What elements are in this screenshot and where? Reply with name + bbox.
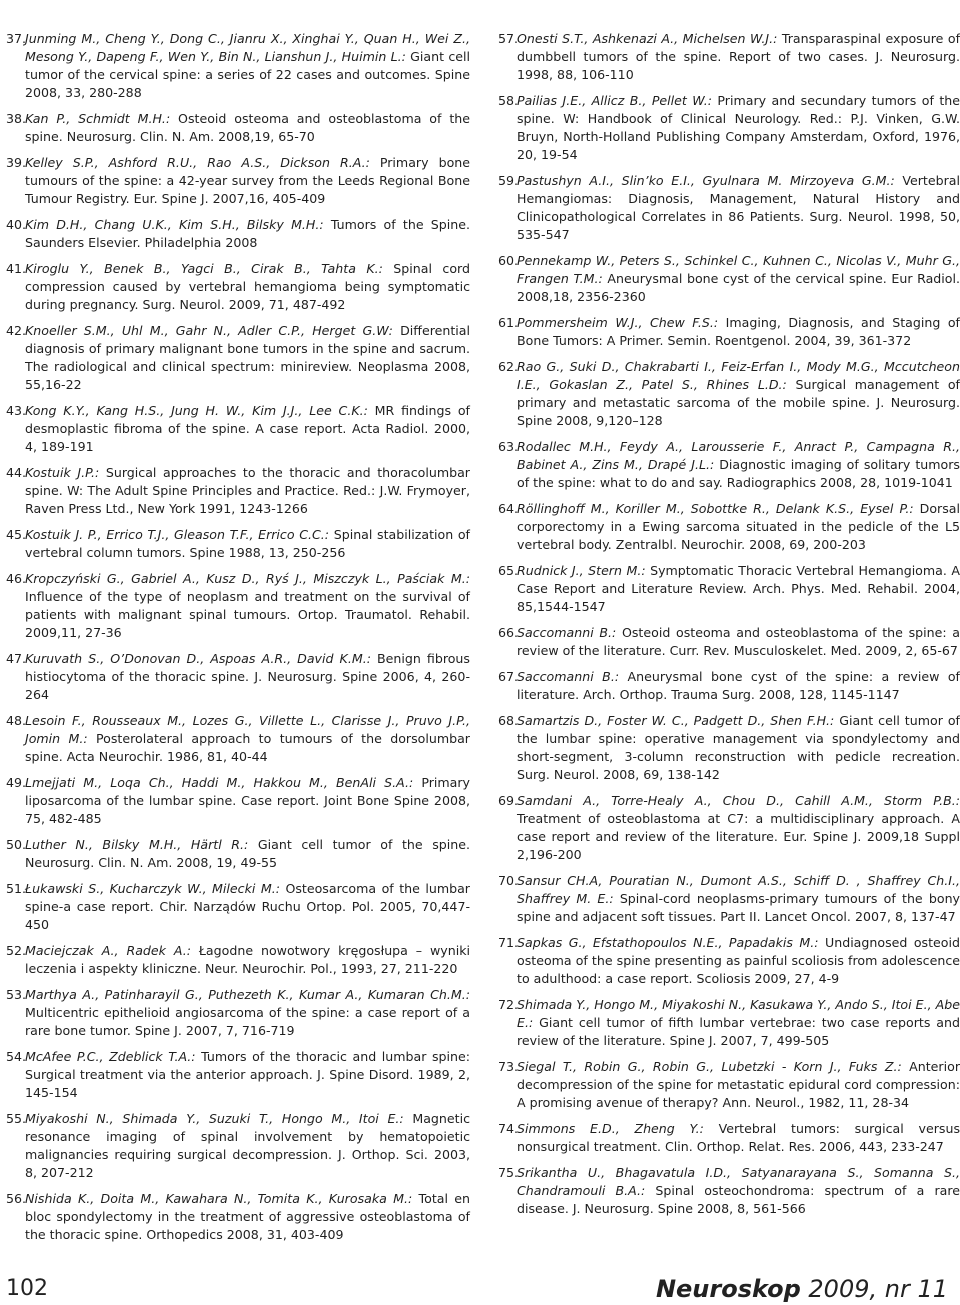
reference-item xyxy=(498,668,960,704)
reference-text: Tumors of the Spine. Saunders Elsevier. Philadelphia 2008 xyxy=(25,217,470,250)
reference-authors: Simmons E.D., Zheng Y.: xyxy=(517,1121,704,1136)
reference-number: 70. xyxy=(498,873,519,888)
reference-number: 69. xyxy=(498,793,519,808)
reference-text: Differential diagnosis of primary malignant bone tumors in the spine and sacrum. The radiological and clinical spectrum: minireview. Neoplasma 2008, 55,16-22 xyxy=(25,323,470,392)
reference-item xyxy=(6,30,470,102)
reference-number: 60. xyxy=(498,253,519,268)
reference-number: 63. xyxy=(498,439,519,454)
reference-authors: Knoeller S.M., Uhl M., Gahr N., Adler C.P., Herget G.W: xyxy=(25,323,393,338)
reference-item xyxy=(6,880,470,934)
reference-text: Treatment of osteoblastoma at C7: a multidisciplinary approach. A case report and review of the literature. Eur. Spine J. 2009,18 Suppl 2,196-200 xyxy=(517,811,960,862)
reference-item xyxy=(6,154,470,208)
reference-number: 44. xyxy=(6,465,27,480)
reference-item xyxy=(498,314,960,350)
reference-number: 45. xyxy=(6,527,27,542)
reference-authors: Pastushyn A.I., Slin’ko E.I., Gyulnara M. Mirzoyeva G.M.: xyxy=(517,173,895,188)
reference-number: 57. xyxy=(498,31,519,46)
reference-authors: Shimada Y., Hongo M., Miyakoshi N., Kasukawa Y., Ando S., Itoi E., Abe E.: xyxy=(517,997,960,1030)
reference-item xyxy=(498,562,960,616)
reference-number: 41. xyxy=(6,261,27,276)
reference-number: 49. xyxy=(6,775,27,790)
reference-text: Giant cell tumor of fifth lumbar vertebrae: two case reports and review of the literature. Spine J. 2007, 7, 499-505 xyxy=(517,1015,960,1048)
reference-number: 72. xyxy=(498,997,519,1012)
reference-number: 38. xyxy=(6,111,27,126)
reference-text: Posterolateral approach to tumours of the dorsolumbar spine. Acta Neurochir. 1986, 81, 40-44 xyxy=(25,731,470,764)
reference-text: Symptomatic Thoracic Vertebral Hemangioma. A Case Report and Literature Review. Arch. Phys. Med. Rehabil. 2004, 85,1544-1547 xyxy=(517,563,960,614)
reference-number: 73. xyxy=(498,1059,519,1074)
reference-item xyxy=(498,252,960,306)
references-right-column xyxy=(498,30,960,1226)
reference-number: 48. xyxy=(6,713,27,728)
reference-authors: Kan P., Schmidt M.H.: xyxy=(25,111,171,126)
reference-text: Benign fibrous histiocytoma of the thoracic spine. J. Neurosurg. Spine 2006, 4, 260-264 xyxy=(25,651,470,702)
reference-text: MR findings of desmoplastic fibroma of the spine. A case report. Acta Radiol. 2000, 4, 189-191 xyxy=(25,403,470,454)
reference-authors: Pennekamp W., Peters S., Schinkel C., Kuhnen C., Nicolas V., Muhr G., Frangen T.M.: xyxy=(517,253,960,286)
reference-authors: Nishida K., Doita M., Kawahara N., Tomita K., Kurosaka M.: xyxy=(25,1191,413,1206)
reference-item xyxy=(498,1164,960,1218)
reference-number: 55. xyxy=(6,1111,27,1126)
reference-item xyxy=(498,792,960,864)
reference-authors: Junming M., Cheng Y., Dong C., Jianru X., Xinghai Y., Quan H., Wei Z., Mesong Y., Dapeng F., Wen Y., Bin N., Lianshun J., Huimin L.: xyxy=(25,31,470,64)
reference-item xyxy=(498,92,960,164)
reference-item xyxy=(6,526,470,562)
reference-number: 46. xyxy=(6,571,27,586)
reference-text: Anterior decompression of the spine for metastatic epidural cord compression: A promising avenue of therapy? Ann. Neurol., 1982, 11, 28-34 xyxy=(517,1059,960,1110)
reference-item xyxy=(498,438,960,492)
page-number: 102 xyxy=(6,1276,48,1301)
reference-number: 64. xyxy=(498,501,519,516)
reference-text: Vertebral tumors: surgical versus nonsurgical treatment. Clin. Orthop. Relat. Res. 2006, 443, 233-247 xyxy=(517,1121,960,1154)
reference-number: 61. xyxy=(498,315,519,330)
reference-text: Osteoid osteoma and osteoblastoma of the spine. Neurosurg. Clin. N. Am. 2008,19, 65-70 xyxy=(25,111,470,144)
reference-number: 53. xyxy=(6,987,27,1002)
reference-authors: Kim D.H., Chang U.K., Kim S.H., Bilsky M.H.: xyxy=(25,217,324,232)
reference-item xyxy=(498,1058,960,1112)
reference-item xyxy=(6,260,470,314)
reference-authors: Pailias J.E., Allicz B., Pellet W.: xyxy=(517,93,712,108)
reference-number: 56. xyxy=(6,1191,27,1206)
reference-item xyxy=(6,836,470,872)
reference-authors: Miyakoshi N., Shimada Y., Suzuki T., Hongo M., Itoi E.: xyxy=(25,1111,404,1126)
reference-item xyxy=(6,216,470,252)
reference-item xyxy=(6,942,470,978)
reference-item xyxy=(6,570,470,642)
reference-item xyxy=(6,712,470,766)
reference-number: 40. xyxy=(6,217,27,232)
reference-item xyxy=(6,774,470,828)
reference-authors: Samdani A., Torre-Healy A., Chou D., Cahill A.M., Storm P.B.: xyxy=(517,793,960,808)
reference-authors: Rao G., Suki D., Chakrabarti I., Feiz-Erfan I., Mody M.G., Mccutcheon I.E., Gokaslan Z., Patel S., Rhines L.D.: xyxy=(517,359,960,392)
reference-authors: Łukawski S., Kucharczyk W., Milecki M.: xyxy=(25,881,280,896)
reference-text: Imaging, Diagnosis, and Staging of Bone Tumors: A Primer. Semin. Roentgenol. 2004, 39, 361-372 xyxy=(517,315,960,348)
reference-authors: Marthya A., Patinharayil G., Puthezeth K., Kumar A., Kumaran Ch.M.: xyxy=(25,987,470,1002)
reference-text: Aneurysmal bone cyst of the cervical spine. Eur Radiol. 2008,18, 2356-2360 xyxy=(517,271,960,304)
reference-authors: Kostuik J. P., Errico T.J., Gleason T.F., Errico C.C.: xyxy=(25,527,330,542)
reference-item xyxy=(498,358,960,430)
reference-authors: Kropczyński G., Gabriel A., Kusz D., Ryś J., Miszczyk L., Paściak M.: xyxy=(25,571,470,586)
reference-text: Primary and secundary tumors of the spine. W: Handbook of Clinical Neurology. Red.: P.J. Vinken, G.W. Bruyn, North-Holland Publishing Company Amsterdam, Oxford, 1976, 20, 19-54 xyxy=(517,93,960,162)
reference-item xyxy=(6,322,470,394)
reference-authors: Kong K.Y., Kang H.S., Jung H. W., Kim J.J., Lee C.K.: xyxy=(25,403,368,418)
reference-authors: Kelley S.P., Ashford R.U., Rao A.S., Dickson R.A.: xyxy=(25,155,370,170)
reference-text: Vertebral Hemangiomas: Diagnosis, Management, Natural History and Clinicopathological Correlates in 86 Patients. Surg. Neurol. 1998, 50, 535-547 xyxy=(517,173,960,242)
page-footer xyxy=(6,1272,948,1302)
reference-number: 43. xyxy=(6,403,27,418)
reference-text: Giant cell tumor of the cervical spine: a series of 22 cases and outcomes. Spine 2008, 33, 280-288 xyxy=(25,49,470,100)
reference-authors: Maciejczak A., Radek A.: xyxy=(25,943,191,958)
reference-item xyxy=(6,650,470,704)
reference-authors: Röllinghoff M., Koriller M., Sobottke R., Delank K.S., Eysel P.: xyxy=(517,501,914,516)
reference-text: Łagodne nowotwory kręgosłupa – wyniki leczenia i aspekty kliniczne. Neur. Neurochir. Pol., 1993, 27, 211-220 xyxy=(25,943,470,976)
reference-number: 74. xyxy=(498,1121,519,1136)
reference-item xyxy=(6,110,470,146)
reference-text: Total en bloc spondylectomy in the treatment of aggressive osteoblastoma of the thoracic spine. Orthopedics 2008, 31, 403-409 xyxy=(25,1191,470,1242)
reference-number: 75. xyxy=(498,1165,519,1180)
reference-text: Tumors of the thoracic and lumbar spine: Surgical treatment via the anterior approach. J. Spine Disord. 1989, 2, 145-154 xyxy=(25,1049,470,1100)
reference-item xyxy=(498,872,960,926)
journal-name: Neuroskop xyxy=(655,1275,801,1303)
reference-text: Primary bone tumours of the spine: a 42-year survey from the Leeds Regional Bone Tumour Registry. Eur. Spine J. 2007,16, 405-409 xyxy=(25,155,471,206)
reference-authors: Sapkas G., Efstathopoulos N.E., Papadakis M.: xyxy=(517,935,819,950)
reference-authors: Srikantha U., Bhagavatula I.D., Satyanarayana S., Somanna S., Chandramouli B.A.: xyxy=(517,1165,960,1198)
reference-number: 67. xyxy=(498,669,519,684)
reference-authors: Pommersheim W.J., Chew F.S.: xyxy=(517,315,719,330)
reference-text: Transparaspinal exposure of dumbbell tumors of the spine. Report of two cases. J. Neurosurg. 1998, 88, 106-110 xyxy=(517,31,960,82)
reference-number: 51. xyxy=(6,881,27,896)
reference-authors: McAfee P.C., Zdeblick T.A.: xyxy=(25,1049,196,1064)
reference-authors: Saccomanni B.: xyxy=(517,625,617,640)
reference-item xyxy=(498,624,960,660)
reference-number: 59. xyxy=(498,173,519,188)
reference-authors: Kostuik J.P.: xyxy=(25,465,100,480)
reference-item xyxy=(498,30,960,84)
references-left-column xyxy=(6,30,470,1252)
reference-text: Dorsal corporectomy in a Ewing sarcoma situated in the pedicle of the L5 vertebral body. Zentralbl. Neurochir. 2008, 69, 200-203 xyxy=(517,501,960,552)
reference-number: 47. xyxy=(6,651,27,666)
reference-authors: Onesti S.T., Ashkenazi A., Michelsen W.J.: xyxy=(517,31,778,46)
reference-authors: Saccomanni B.: xyxy=(517,669,620,684)
reference-number: 42. xyxy=(6,323,27,338)
reference-text: Undiagnosed osteoid osteoma of the spine presenting as painful scoliosis from adolescence to adulthood: a case report. Scoliosis 2009, 27, 4-9 xyxy=(517,935,960,986)
reference-authors: Sansur CH.A, Pouratian N., Dumont A.S., Schiff D. , Shaffrey Ch.I., Shaffrey M. E.: xyxy=(517,873,960,906)
journal-citation xyxy=(656,1275,948,1303)
reference-text: Spinal osteochondroma: spectrum of a rare disease. J. Neurosurg. Spine 2008, 8, 561-566 xyxy=(517,1183,960,1216)
reference-text: Magnetic resonance imaging of spinal involvement by hematopoietic malignancies requiring surgical decompression. J. Orthop. Sci. 2003, 8, 207-212 xyxy=(25,1111,470,1180)
reference-item xyxy=(6,464,470,518)
reference-text: Aneurysmal bone cyst of the spine: a review of literature. Arch. Orthop. Trauma Surg. 2008, 128, 1145-1147 xyxy=(517,669,960,702)
reference-number: 54. xyxy=(6,1049,27,1064)
reference-text: Giant cell tumor of the spine. Neurosurg. Clin. N. Am. 2008, 19, 49-55 xyxy=(25,837,470,870)
reference-item xyxy=(498,934,960,988)
reference-authors: Rudnick J., Stern M.: xyxy=(517,563,646,578)
reference-authors: Samartzis D., Foster W. C., Padgett D., Shen F.H.: xyxy=(517,713,835,728)
reference-number: 50. xyxy=(6,837,27,852)
reference-text: Spinal-cord neoplasms-primary tumours of the bony spine and adjacent soft tissues. Part II. Lancet Oncol. 2007, 8, 137-47 xyxy=(517,891,960,924)
reference-item xyxy=(498,996,960,1050)
reference-item xyxy=(498,500,960,554)
reference-number: 66. xyxy=(498,625,519,640)
reference-text: Primary liposarcoma of the lumbar spine. Case report. Joint Bone Spine 2008, 75, 482-485 xyxy=(25,775,470,826)
reference-text: Influence of the type of neoplasm and treatment on the survival of patients with malignant spinal tumours. Ortop. Traumatol. Rehabil. 2009,11, 27-36 xyxy=(25,589,470,640)
reference-text: Diagnostic imaging of solitary tumors of the spine: what to do and say. Radiographics 2008, 28, 1019-1041 xyxy=(517,457,960,490)
reference-authors: Lesoin F., Rousseaux M., Lozes G., Villette L., Clarisse J., Pruvo J.P., Jomin M.: xyxy=(25,713,470,746)
reference-number: 65. xyxy=(498,563,519,578)
reference-text: Osteoid osteoma and osteoblastoma of the spine: a review of the literature. Curr. Rev. Musculoskelet. Med. 2009, 2, 65-67 xyxy=(517,625,960,658)
reference-authors: Siegal T., Robin G., Robin G., Lubetzki - Korn J., Fuks Z.: xyxy=(517,1059,902,1074)
reference-authors: Luther N., Bilsky M.H., Härtl R.: xyxy=(25,837,249,852)
reference-item xyxy=(6,1190,470,1244)
reference-item xyxy=(6,986,470,1040)
reference-number: 39. xyxy=(6,155,27,170)
reference-text: Spinal stabilization of vertebral column tumors. Spine 1988, 13, 250-256 xyxy=(25,527,470,560)
reference-text: Osteosarcoma of the lumbar spine-a case report. Chir. Narządów Ruchu Ortop. Pol. 2005, 70,447-450 xyxy=(25,881,470,932)
reference-item xyxy=(498,172,960,244)
reference-authors: Kiroglu Y., Benek B., Yagci B., Cirak B., Tahta K.: xyxy=(25,261,383,276)
reference-number: 52. xyxy=(6,943,27,958)
reference-number: 58. xyxy=(498,93,519,108)
reference-number: 68. xyxy=(498,713,519,728)
journal-issue: 2009, nr 11 xyxy=(800,1275,948,1303)
reference-item xyxy=(498,1120,960,1156)
reference-authors: Rodallec M.H., Feydy A., Larousserie F., Anract P., Campagna R., Babinet A., Zins M., Drapé J.L.: xyxy=(517,439,960,472)
reference-authors: Lmejjati M., Loqa Ch., Haddi M., Hakkou M., BenAli S.A.: xyxy=(25,775,414,790)
reference-authors: Kuruvath S., O’Donovan D., Aspoas A.R., David K.M.: xyxy=(25,651,371,666)
reference-item xyxy=(6,1110,470,1182)
reference-text: Spinal cord compression caused by vertebral hemangioma being symptomatic during pregnancy. Surg. Neurol. 2009, 71, 487-492 xyxy=(25,261,470,312)
reference-text: Surgical approaches to the thoracic and thoracolumbar spine. W: The Adult Spine Principles and Practice. Red.: J.W. Frymoyer, Raven Press Ltd., New York 1991, 1243-1266 xyxy=(25,465,470,516)
reference-item xyxy=(6,402,470,456)
reference-number: 71. xyxy=(498,935,519,950)
reference-text: Surgical management of primary and metastatic sarcoma of the mobile spine. J. Neurosurg. Spine 2008, 9,120–128 xyxy=(517,377,960,428)
reference-text: Giant cell tumor of the lumbar spine: operative management via spondylectomy and short-segment, 3-column reconstruction with pedicle recreation. Surg. Neurol. 2008, 69, 138-142 xyxy=(517,713,960,782)
reference-number: 62. xyxy=(498,359,519,374)
reference-number: 37. xyxy=(6,31,27,46)
reference-item xyxy=(498,712,960,784)
reference-text: Multicentric epithelioid angiosarcoma of the spine: a case report of a rare bone tumor. Spine J. 2007, 7, 716-719 xyxy=(25,1005,470,1038)
reference-item xyxy=(6,1048,470,1102)
